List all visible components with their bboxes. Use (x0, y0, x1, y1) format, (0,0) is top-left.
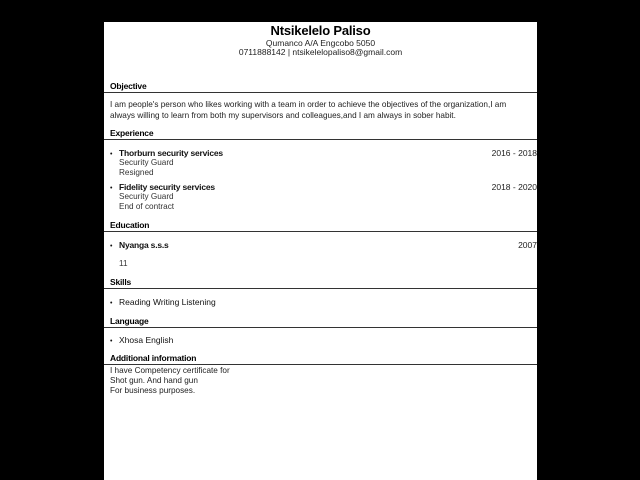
skills-text: Reading Writing Listening (119, 297, 216, 307)
education-year: 2007 (518, 240, 537, 250)
experience-role: Security Guard (119, 192, 174, 201)
experience-company: Fidelity security services (119, 182, 215, 192)
experience-dates: 2016 - 2018 (491, 148, 537, 158)
language-item (110, 335, 537, 345)
bullet-icon: • (110, 300, 113, 307)
education-grade: 11 (119, 259, 128, 268)
experience-heading: Experience (110, 128, 154, 138)
experience-item (110, 148, 537, 158)
resume-name: Ntsikelelo Paliso (270, 23, 371, 38)
education-heading: Education (110, 220, 150, 230)
language-text: Xhosa English (119, 335, 174, 345)
experience-item (110, 182, 537, 192)
additional-heading: Additional information (110, 353, 197, 363)
bullet-icon: • (110, 151, 113, 158)
additional-divider (104, 364, 537, 365)
skills-divider (104, 288, 537, 289)
experience-divider (104, 139, 537, 140)
objective-heading: Objective (110, 81, 147, 91)
language-heading: Language (110, 316, 149, 326)
additional-line: I have Competency certificate for (110, 366, 230, 375)
education-divider (104, 231, 537, 232)
experience-role: Security Guard (119, 158, 174, 167)
language-divider (104, 327, 537, 328)
objective-divider (104, 92, 537, 93)
skills-heading: Skills (110, 277, 132, 287)
resume-address: Qumanco A/A Engcobo 5050 (265, 38, 376, 48)
education-item (110, 240, 537, 250)
skills-item (110, 297, 537, 307)
experience-company: Thorburn security services (119, 148, 223, 158)
experience-dates: 2018 - 2020 (491, 182, 537, 192)
bullet-icon: • (110, 185, 113, 192)
experience-status: End of contract (119, 202, 175, 211)
additional-line: For business purposes. (110, 386, 196, 395)
bullet-icon: • (110, 243, 113, 250)
experience-status: Resigned (119, 168, 154, 177)
education-school: Nyanga s.s.s (119, 240, 169, 250)
objective-text: I am people's person who likes working with a team in order to achieve the objectives of the organization,I am always willing to learn from both my supervisors and colleagues,and I am always in sober habit. (110, 100, 507, 120)
resume-page (104, 22, 537, 480)
additional-line: Shot gun. And hand gun (110, 376, 198, 385)
resume-contact: 0711888142 | ntsikelelopaliso8@gmail.com (238, 47, 403, 57)
bullet-icon: • (110, 338, 113, 345)
